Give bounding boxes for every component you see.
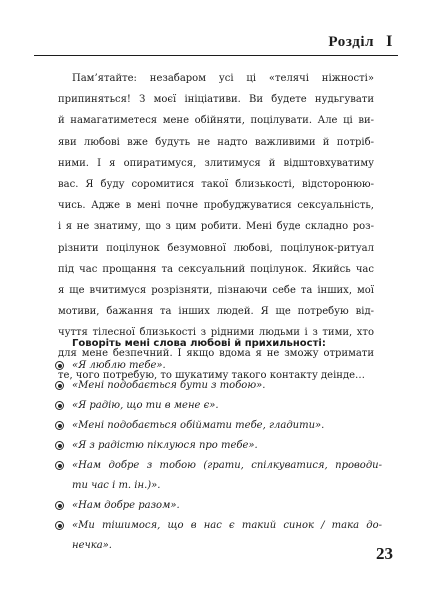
phrase-text: [72, 356, 382, 376]
body-line: й намагатиметеся мене обійняти, поцілувати. Але ці ви-: [58, 115, 374, 127]
phrase-line: «Я люблю тебе».: [72, 360, 166, 371]
body-line: яви любові вже будуть не надто важливими й потріб-: [58, 136, 374, 148]
phrase-line: «Мені подобається бути з тобою».: [72, 380, 266, 391]
body-line: вас. Я буду соромитися такої близькості, відсторонюю-: [58, 178, 374, 190]
phrase-text: [72, 416, 382, 436]
body-line: чуття тілесної близькості з рідними людьми і з тими, хто: [58, 327, 374, 339]
list-item: [54, 436, 382, 456]
circle-dot-bullet-icon: [54, 356, 72, 374]
circle-dot-bullet-icon: [54, 376, 72, 394]
chapter-label: Розділ: [328, 33, 375, 50]
phrase-line: «Я радію, що ти в мене є».: [72, 400, 219, 411]
list-item: [54, 496, 382, 516]
body-line: припиняться! З моєї ініціативи. Ви будете нудьгувати: [58, 94, 374, 106]
phrase-text: [72, 396, 382, 416]
phrase-line: «Нам добре з тобою (грати, спілкуватися, проводи-: [72, 460, 382, 471]
list-item: [54, 516, 382, 556]
phrase-text: [72, 376, 382, 396]
phrase-line: «Я з радістю піклуюся про тебе».: [72, 440, 258, 451]
chapter-number: I: [386, 33, 393, 50]
phrase-text: [72, 516, 382, 556]
phrase-line: «Ми тішимося, що в нас є такий синок / така до-: [72, 520, 382, 531]
list-item: [54, 456, 382, 496]
circle-dot-bullet-icon: [54, 516, 72, 534]
phrase-text: [72, 436, 382, 456]
body-line: мотиви, бажання та інших людей. Я ще потребую від-: [58, 306, 374, 318]
running-header: [328, 34, 393, 50]
circle-dot-bullet-icon: [54, 396, 72, 414]
section-heading: Говоріть мені слова любові й прихильності:: [72, 338, 326, 349]
body-line: під час прощання та сексуальний поцілунок. Якийсь час: [58, 263, 374, 275]
body-line: те, чого потребую, то шукатиму такого контакту деінде…: [58, 369, 366, 381]
list-item: [54, 416, 382, 436]
list-item: [54, 396, 382, 416]
body-line: Пам’ятайте: незабаром усі ці «телячі ніжності»: [72, 73, 374, 84]
circle-dot-bullet-icon: [54, 456, 72, 474]
phrase-line: ти час і т. ін.)».: [72, 480, 161, 491]
body-line: чись. Адже в мені почне пробуджуватися сексуальність,: [58, 200, 374, 212]
page-number: 23: [376, 544, 393, 563]
phrase-list: [54, 356, 382, 556]
list-item: [54, 356, 382, 376]
phrase-line: «Мені подобається обіймати тебе, гладити».: [72, 420, 325, 431]
body-line: ними. І я опиратимуся, злитимуся й відштовхуватиму: [58, 157, 374, 169]
header-rule: [34, 55, 398, 56]
body-line: і я не знатиму, що з цим робити. Мені буде складно роз-: [58, 221, 374, 233]
body-line: я ще вчитимуся розрізняти, пізнаючи себе та інших, мої: [58, 284, 374, 296]
phrase-text: [72, 496, 382, 516]
phrase-line: «Нам добре разом».: [72, 500, 180, 511]
circle-dot-bullet-icon: [54, 496, 72, 514]
body-line: для мене безпечний. І якщо вдома я не зможу отримати: [58, 348, 374, 360]
circle-dot-bullet-icon: [54, 436, 72, 454]
circle-dot-bullet-icon: [54, 416, 72, 434]
phrase-text: [72, 456, 382, 496]
body-line: різнити поцілунок безумовної любові, поцілунок-ритуал: [58, 242, 374, 254]
phrase-line: нечка».: [72, 540, 112, 551]
list-item: [54, 376, 382, 396]
